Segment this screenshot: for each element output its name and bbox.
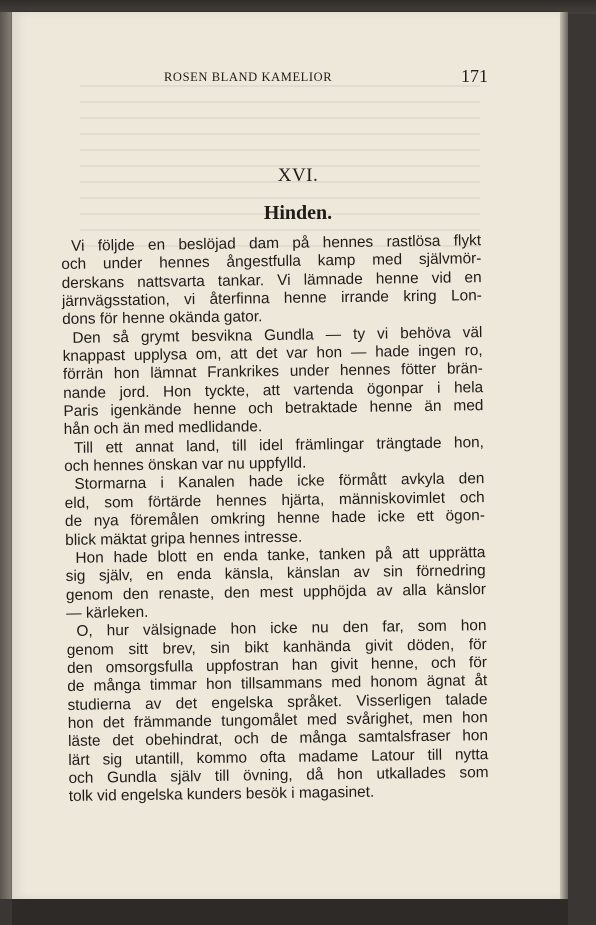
text-line: den omsorgsfulla uppfostran han givit henne, och för xyxy=(66,654,488,677)
text-line: Vi följde en beslöjad dam på hennes rastlösa flykt xyxy=(70,232,482,255)
text-line: studierna av det engelska språket. Visserligen talade xyxy=(67,690,488,714)
text-line: nande jord. Hon tyckte, att vartenda ögonpar i hela xyxy=(63,378,484,402)
background-bottom xyxy=(12,899,568,925)
text-line: och hennes önskan var nu uppfylld. xyxy=(64,454,307,476)
text-line: O, hur välsignade hon icke nu den far, som hon xyxy=(76,617,487,641)
page-edge xyxy=(560,12,568,899)
text-line: Till ett annat land, till idel främlingar trängtade hon, xyxy=(73,433,485,457)
text-line: hon det främmande tungomålet med svårighet, men hon xyxy=(67,709,488,732)
text-line: läste det obehindrat, och de många samtalsfraser hon xyxy=(67,727,489,751)
text-line: genom sitt brev, sin bikt kanhända givit döden, för xyxy=(66,635,487,659)
text-line: hån och än med medlidande. xyxy=(63,418,263,439)
chapter-title: Hinden. xyxy=(263,202,333,224)
page-header xyxy=(150,66,488,88)
text-line: dons för henne okända gator. xyxy=(62,308,263,329)
text-line: Den så grymt besvikna Gundla — ty vi behöva väl xyxy=(72,323,483,347)
page-number: 171 xyxy=(461,66,488,86)
chapter-number: XVI. xyxy=(277,165,319,186)
text-line: tolk vid engelska kunders besök i magasinet. xyxy=(68,783,375,806)
text-line: eld, som förtärde hennes hjärta, människovimlet och xyxy=(64,488,485,512)
text-line: — kärleken. xyxy=(66,603,149,622)
text-line: järnvägsstation, vi återfinna henne irrande kring Lon- xyxy=(61,287,482,311)
text-line: förrän hon lämnat Frankrikes under hennes fötter brän- xyxy=(62,360,483,384)
text-line: Paris igenkände henne och betraktade henne än med xyxy=(63,397,484,421)
running-title: ROSEN BLAND KAMELIOR xyxy=(164,70,333,84)
text-line: Stormarna i Kanalen hade icke förmått avkyla den xyxy=(74,470,485,494)
text-line: blick mäktat gripa hennes intresse. xyxy=(65,528,303,549)
text-line: lärt sig utantill, kommo ofta madame Latour till nytta xyxy=(68,745,489,769)
text-line: Hon hade blott en enda tanke, tanken på att upprätta xyxy=(75,543,486,567)
text-line: de många timmar hon tillsammans med honom ägnat åt xyxy=(67,672,488,696)
text-line: de nya föremålen omkring henne hade icke ett ögon- xyxy=(64,507,486,531)
text-line: genom den renaste, den mest upphöjda av alla känslor xyxy=(65,580,487,604)
text-line: sig själv, en enda känsla, känslan av sin förnedring xyxy=(65,562,486,586)
body-text xyxy=(61,232,489,806)
text-line: och under hennes ångestfulla kamp med självmör- xyxy=(61,250,482,274)
text-line: derskans nattsvarta tankar. Vi lämnade henne vid en xyxy=(61,268,482,292)
text-line: knappast upplysa om, att det var hon — hade ingen ro, xyxy=(62,342,483,366)
text-line: och Gundla själv till övning, då hon utkallades som xyxy=(68,764,489,787)
